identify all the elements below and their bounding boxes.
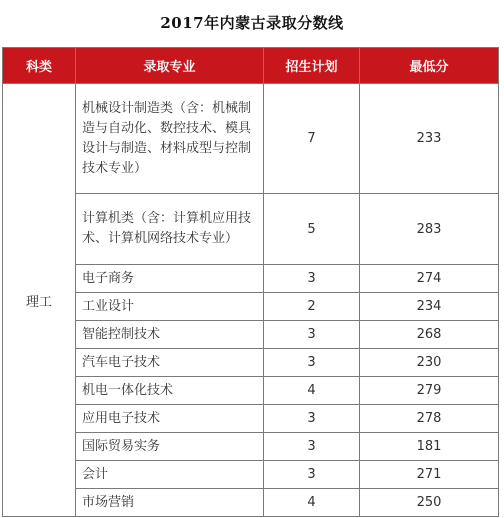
header-major: 录取专业: [76, 48, 264, 84]
min-score-cell: 250: [360, 489, 499, 517]
plan-cell: 7: [264, 84, 360, 194]
table-row: [3, 461, 499, 489]
table-row: [3, 84, 499, 194]
min-score-cell: 181: [360, 433, 499, 461]
major-cell: 机械设计制造类（含：机械制造与自动化、数控技术、模具设计与制造、材料成型与控制技术专业）: [76, 84, 264, 194]
table-row: [3, 489, 499, 517]
table-row: [3, 194, 499, 265]
page-title: 2017年内蒙古录取分数线: [160, 14, 344, 32]
min-score-cell: 234: [360, 293, 499, 321]
table-row: [3, 321, 499, 349]
major-cell: 工业设计: [76, 293, 264, 321]
table-row: [3, 349, 499, 377]
min-score-cell: 283: [360, 194, 499, 265]
major-cell: 国际贸易实务: [76, 433, 264, 461]
table-header-row: [3, 48, 499, 84]
table-row: [3, 293, 499, 321]
major-cell: 市场营销: [76, 489, 264, 517]
plan-cell: 4: [264, 489, 360, 517]
plan-cell: 3: [264, 405, 360, 433]
min-score-cell: 233: [360, 84, 499, 194]
major-cell: 计算机类（含：计算机应用技术、计算机网络技术专业）: [76, 194, 264, 265]
plan-cell: 3: [264, 349, 360, 377]
major-cell: 电子商务: [76, 265, 264, 293]
major-cell: 智能控制技术: [76, 321, 264, 349]
min-score-cell: 274: [360, 265, 499, 293]
header-category: 科类: [3, 48, 76, 84]
table-row: [3, 405, 499, 433]
major-cell: 应用电子技术: [76, 405, 264, 433]
major-cell: 汽车电子技术: [76, 349, 264, 377]
table-row: [3, 433, 499, 461]
plan-cell: 4: [264, 377, 360, 405]
header-plan: 招生计划: [264, 48, 360, 84]
min-score-cell: 279: [360, 377, 499, 405]
plan-cell: 3: [264, 433, 360, 461]
header-min-score: 最低分: [360, 48, 499, 84]
plan-cell: 3: [264, 321, 360, 349]
min-score-cell: 230: [360, 349, 499, 377]
min-score-cell: 271: [360, 461, 499, 489]
plan-cell: 5: [264, 194, 360, 265]
plan-cell: 2: [264, 293, 360, 321]
table-row: [3, 265, 499, 293]
major-cell: 机电一体化技术: [76, 377, 264, 405]
plan-cell: 3: [264, 461, 360, 489]
table-row: [3, 377, 499, 405]
plan-cell: 3: [264, 265, 360, 293]
admission-score-table: [2, 47, 499, 517]
min-score-cell: 268: [360, 321, 499, 349]
major-cell: 会计: [76, 461, 264, 489]
category-cell: 理工: [3, 84, 76, 517]
min-score-cell: 278: [360, 405, 499, 433]
